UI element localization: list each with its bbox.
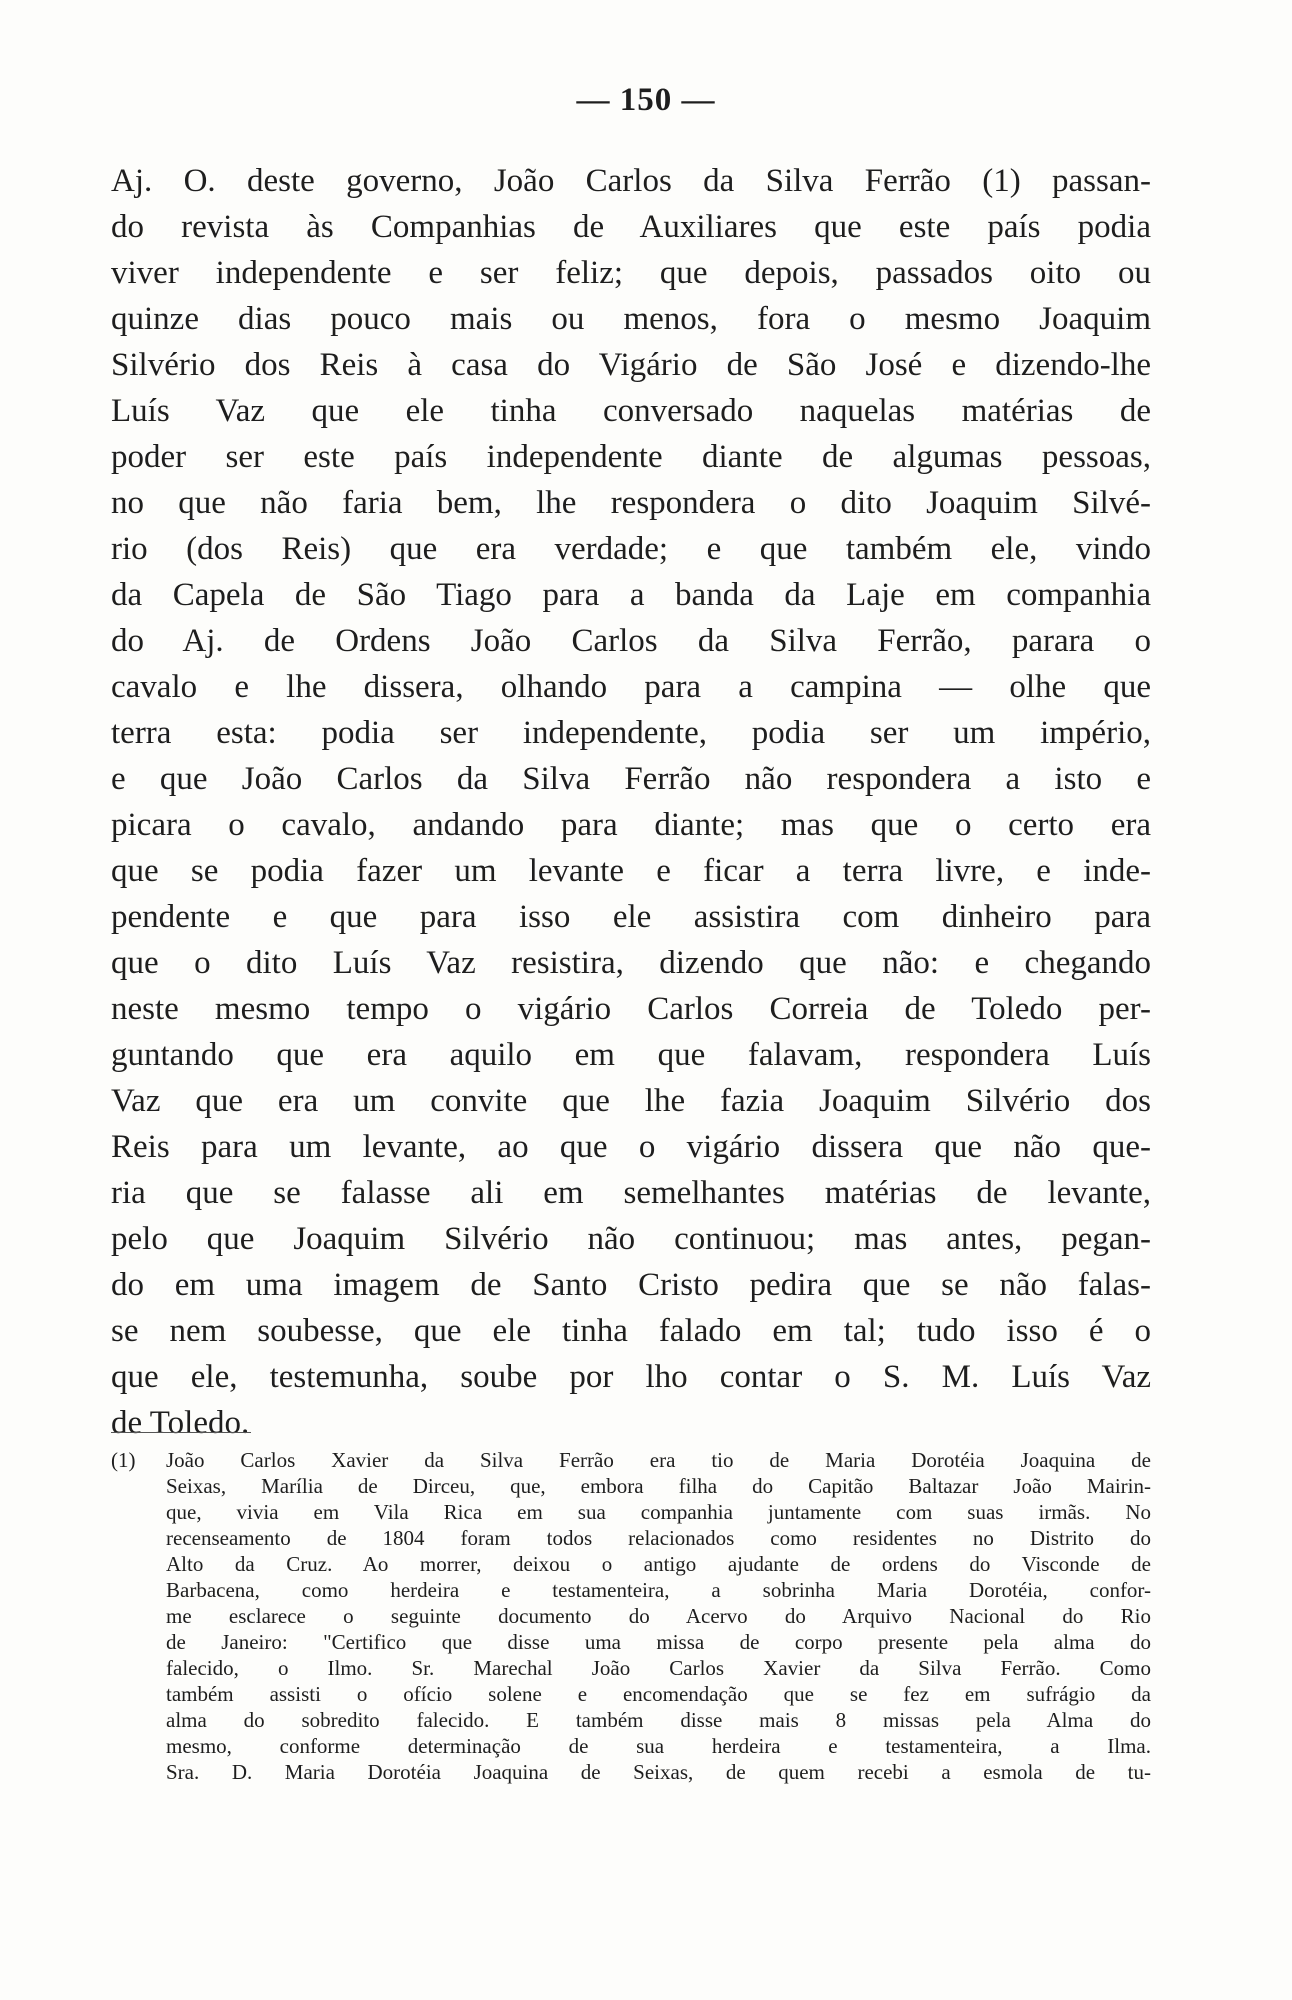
- body-line: cavalo e lhe dissera, olhando para a campina — olhe que: [111, 669, 1151, 705]
- body-line: que ele, testemunha, soube por lho contar o S. M. Luís Vaz: [111, 1359, 1151, 1395]
- footnote-line: Alto da Cruz. Ao morrer, deixou o antigo ajudante de ordens do Visconde de: [166, 1552, 1151, 1576]
- body-line: no que não faria bem, lhe respondera o dito Joaquim Silvé-: [111, 485, 1151, 521]
- footnote-marker: (1): [111, 1448, 136, 1472]
- footnote-line: recenseamento de 1804 foram todos relacionados como residentes no Distrito do: [166, 1526, 1151, 1550]
- footnote-line: Seixas, Marília de Dirceu, que, embora filha do Capitão Baltazar João Mairin-: [166, 1474, 1151, 1498]
- page-number: — 150 —: [576, 82, 716, 118]
- body-line: poder ser este país independente diante de algumas pessoas,: [111, 439, 1151, 475]
- footnote-line: mesmo, conforme determinação de sua herdeira e testamenteira, a Ilma.: [166, 1734, 1151, 1758]
- footnote-line: falecido, o Ilmo. Sr. Marechal João Carlos Xavier da Silva Ferrão. Como: [166, 1656, 1151, 1680]
- body-line: Silvério dos Reis à casa do Vigário de São José e dizendo-lhe: [111, 347, 1151, 383]
- body-line: Vaz que era um convite que lhe fazia Joaquim Silvério dos: [111, 1083, 1151, 1119]
- body-line: que se podia fazer um levante e ficar a terra livre, e inde-: [111, 853, 1151, 889]
- body-line: Reis para um levante, ao que o vigário dissera que não que-: [111, 1129, 1151, 1165]
- body-line: se nem soubesse, que ele tinha falado em tal; tudo isso é o: [111, 1313, 1151, 1349]
- footnote-line: que, vivia em Vila Rica em sua companhia juntamente com suas irmãs. No: [166, 1500, 1151, 1524]
- body-line: picara o cavalo, andando para diante; mas que o certo era: [111, 807, 1151, 843]
- body-line: rio (dos Reis) que era verdade; e que também ele, vindo: [111, 531, 1151, 567]
- footnote-line: Sra. D. Maria Dorotéia Joaquina de Seixas, de quem recebi a esmola de tu-: [166, 1760, 1151, 1784]
- footnote-divider: [111, 1432, 251, 1433]
- footnote-line: Barbacena, como herdeira e testamenteira, a sobrinha Maria Dorotéia, confor-: [166, 1578, 1151, 1602]
- body-line: de Toledo.: [111, 1405, 250, 1441]
- body-line: e que João Carlos da Silva Ferrão não respondera a isto e: [111, 761, 1151, 797]
- footnote-line: também assisti o ofício solene e encomendação que se fez em sufrágio da: [166, 1682, 1151, 1706]
- body-line: quinze dias pouco mais ou menos, fora o mesmo Joaquim: [111, 301, 1151, 337]
- body-line: do Aj. de Ordens João Carlos da Silva Ferrão, parara o: [111, 623, 1151, 659]
- body-line: viver independente e ser feliz; que depois, passados oito ou: [111, 255, 1151, 291]
- body-line: ria que se falasse ali em semelhantes matérias de levante,: [111, 1175, 1151, 1211]
- body-line: que o dito Luís Vaz resistira, dizendo que não: e chegando: [111, 945, 1151, 981]
- footnote-line: me esclarece o seguinte documento do Acervo do Arquivo Nacional do Rio: [166, 1604, 1151, 1628]
- body-line: guntando que era aquilo em que falavam, respondera Luís: [111, 1037, 1151, 1073]
- body-line: da Capela de São Tiago para a banda da Laje em companhia: [111, 577, 1151, 613]
- footnote-text: João Carlos Xavier da Silva Ferrão era tio de Maria Dorotéia Joaquina de: [166, 1448, 1151, 1472]
- body-line: pendente e que para isso ele assistira com dinheiro para: [111, 899, 1151, 935]
- body-line: do revista às Companhias de Auxiliares que este país podia: [111, 209, 1151, 245]
- body-line: neste mesmo tempo o vigário Carlos Correia de Toledo per-: [111, 991, 1151, 1027]
- body-text: [111, 158, 1151, 1446]
- body-line: pelo que Joaquim Silvério não continuou; mas antes, pegan-: [111, 1221, 1151, 1257]
- body-line: Aj. O. deste governo, João Carlos da Silva Ferrão (1) passan-: [111, 163, 1151, 199]
- body-line: terra esta: podia ser independente, podia ser um império,: [111, 715, 1151, 751]
- footnote: [111, 1447, 1151, 1785]
- footnote-line: de Janeiro: "Certifico que disse uma missa de corpo presente pela alma do: [166, 1630, 1151, 1654]
- body-line: Luís Vaz que ele tinha conversado naquelas matérias de: [111, 393, 1151, 429]
- footnote-line: alma do sobredito falecido. E também disse mais 8 missas pela Alma do: [166, 1708, 1151, 1732]
- body-line: do em uma imagem de Santo Cristo pedira que se não falas-: [111, 1267, 1151, 1303]
- footnote-line: [111, 1447, 1151, 1473]
